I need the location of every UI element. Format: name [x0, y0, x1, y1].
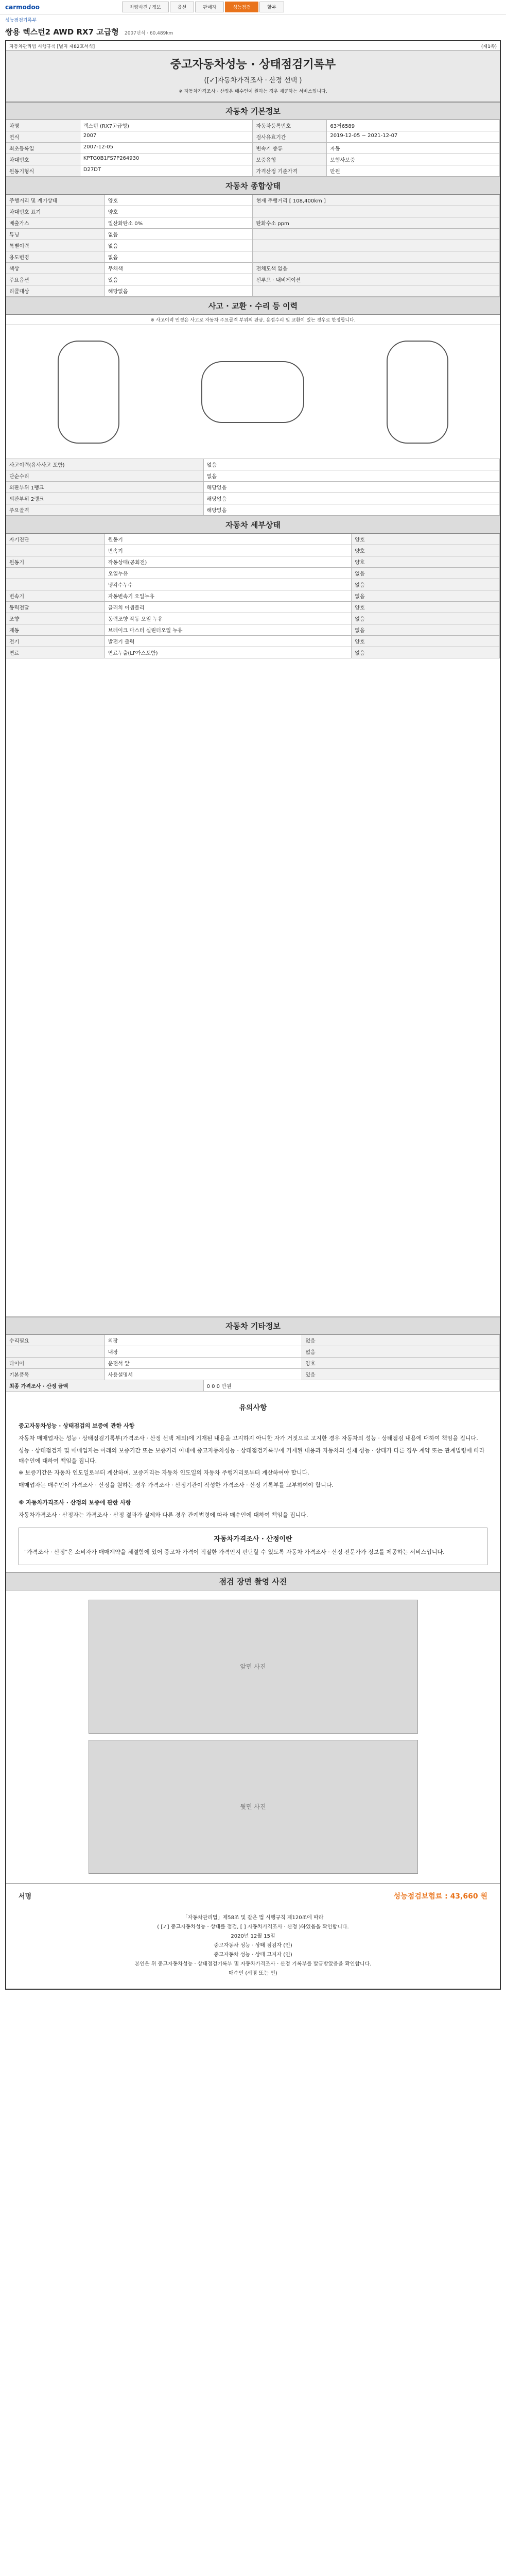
section-etc: 자동차 기타정보 [6, 1317, 500, 1335]
basic-cell: 자동차등록번호 [253, 120, 327, 131]
etc-row [6, 1358, 500, 1369]
accident-cell: 없음 [204, 470, 500, 481]
detail-cell: 자기진단 [6, 534, 105, 545]
doc-title-block [6, 50, 500, 102]
etc-row [6, 1335, 500, 1346]
basic-row [6, 131, 500, 143]
detail-cell: 원동기 [105, 534, 352, 545]
overall-row [6, 285, 500, 297]
section-photos: 점검 장면 촬영 사진 [6, 1572, 500, 1590]
overall-cell: 전체도색 없음 [253, 263, 500, 274]
overall-row [6, 240, 500, 251]
basic-row [6, 143, 500, 154]
footer-line: 「자동차관리법」제58조 및 같은 법 시행규칙 제120조에 따라 [182, 1914, 324, 1921]
basic-row [6, 165, 500, 177]
overall-status-table [6, 195, 500, 297]
accident-cell: 해당없음 [204, 504, 500, 515]
insurance-fee-value: 43,660 원 [450, 1892, 487, 1901]
etc-cell: 내장 [105, 1346, 303, 1357]
overall-row [6, 251, 500, 263]
overall-cell: 있음 [105, 274, 253, 285]
rear-photo: 뒷면 사진 [89, 1740, 418, 1874]
accident-cell: 단순수리 [6, 470, 204, 481]
basic-cell: 자동 [327, 143, 500, 154]
overall-cell: 해당없음 [105, 285, 253, 296]
detail-cell: 작동상태(공회전) [105, 556, 352, 567]
detail-status-area [6, 534, 500, 1317]
caution-item: 성능 · 상태점검자 및 매매업자는 아래의 보증기간 또는 보증거리 이내에 중고자동차성능 · 상태점검기록부에 기재된 내용과 자동차의 실제 성능 · 상태가 다른 경우 계약 또는 관계법령에 따라 매수인에 대하여 책임을 집니다. [19, 1447, 485, 1464]
footer-line: 2020년 12월 15일 [231, 1933, 275, 1939]
detail-row [6, 568, 500, 579]
overall-cell: 없음 [105, 229, 253, 240]
car-right-view [387, 341, 448, 444]
section-overall: 자동차 종합상태 [6, 177, 500, 195]
caution-item: 중고자동차성능 · 상태점검의 보증에 관한 사항 [19, 1422, 135, 1430]
caution-box-text: "가격조사 · 산정"은 소비자가 매매계약을 체결함에 있어 중고차 가격이 적절한 가격인지 판단할 수 있도록 자동차 가격조사 · 산정 전문가가 정보를 제공하는 서비스입니다. [24, 1548, 445, 1555]
overall-cell: 주요옵션 [6, 274, 105, 285]
etc-row [6, 1346, 500, 1358]
detail-cell: 연료누출(LP가스포함) [105, 647, 352, 658]
overall-cell: 없음 [105, 251, 253, 262]
footer-line: 중고자동차 성능 · 상태 고지자 (인) [214, 1952, 292, 1958]
basic-cell: 차명 [6, 120, 80, 131]
photo-area [6, 1590, 500, 1883]
overall-cell: 주행거리 및 계기상태 [6, 195, 105, 206]
basic-cell: 렉스턴 (RX7고급형) [80, 120, 253, 131]
caution-item: 매매업자는 매수인이 가격조사 · 산정을 원하는 경우 가격조사 · 산정기관이 작성한 가격조사 · 산정 기록부를 교부하여야 합니다. [19, 1482, 334, 1489]
car-top-view [201, 361, 304, 423]
doc-footer [6, 1908, 500, 1989]
overall-cell: 일산화탄소 0% [105, 217, 253, 228]
detail-row [6, 590, 500, 602]
basic-cell: 보증유형 [253, 154, 327, 165]
price-label: 최종 가격조사 · 산정 금액 [6, 1380, 204, 1391]
breadcrumb[interactable]: 성능점검기록부 [5, 18, 37, 23]
basic-cell: 2007 [80, 131, 253, 142]
detail-cell: 없음 [352, 624, 500, 635]
nav-tabs [122, 2, 285, 12]
basic-cell: 연식 [6, 131, 80, 142]
etc-cell: 있음 [302, 1369, 500, 1380]
page-title-sub: 2007년식 · 60,489km [124, 31, 173, 36]
etc-table [6, 1335, 500, 1380]
etc-cell: 없음 [302, 1346, 500, 1357]
detail-row [6, 534, 500, 545]
overall-row [6, 217, 500, 229]
accident-note: ※ 사고이력 인정은 사고로 자동차 주요골격 부위의 판금, 용접수리 및 교환이 있는 경우로 한정합니다. [6, 315, 500, 325]
footer-line: 본인은 위 중고자동차성능 · 상태점검기록부 및 자동차가격조사 · 산정 기록부를 발급받았음을 확인합니다. [134, 1961, 372, 1967]
detail-cell: 냉각수누수 [105, 579, 352, 590]
caution-sub-text: 자동차가격조사 · 산정자는 가격조사 · 산정 결과가 실제와 다른 경우 관계법령에 따라 매수인에 대하여 책임을 집니다. [19, 1511, 308, 1518]
detail-cell: 조향 [6, 613, 105, 624]
accident-cell: 해당없음 [204, 493, 500, 504]
detail-cell: 없음 [352, 568, 500, 579]
detail-cell: 오일누유 [105, 568, 352, 579]
basic-cell: 원동기형식 [6, 165, 80, 176]
overall-cell [253, 229, 500, 240]
section-detail: 자동차 세부상태 [6, 516, 500, 534]
basic-cell: KPTG0B1FS7P264930 [80, 154, 253, 165]
accident-row [6, 493, 500, 504]
detail-cell: 양호 [352, 636, 500, 647]
front-photo: 앞면 사진 [89, 1600, 418, 1734]
insurance-fee [394, 1891, 487, 1901]
overall-cell: 용도변경 [6, 251, 105, 262]
detail-row [6, 579, 500, 590]
detail-table [6, 534, 500, 658]
detail-cell: 양호 [352, 556, 500, 567]
detail-cell: 동력전달 [6, 602, 105, 613]
detail-cell: 변속기 [6, 590, 105, 601]
caution-box-title: 자동차가격조사 · 산정이란 [214, 1535, 292, 1543]
detail-cell: 양호 [352, 534, 500, 545]
caution-box [19, 1528, 487, 1565]
section-basic: 자동차 기본정보 [6, 102, 500, 120]
etc-cell: 수리필요 [6, 1335, 105, 1346]
detail-row [6, 647, 500, 658]
detail-cell: 없음 [352, 590, 500, 601]
signature-row [6, 1883, 500, 1908]
basic-cell: D27DT [80, 165, 253, 176]
etc-cell: 타이어 [6, 1358, 105, 1368]
basic-row [6, 120, 500, 131]
detail-cell [6, 568, 105, 579]
overall-cell: 선루프 · 내비게이션 [253, 274, 500, 285]
detail-cell: 제동 [6, 624, 105, 635]
overall-cell: 리콜대상 [6, 285, 105, 296]
accident-cell: 없음 [204, 459, 500, 470]
overall-cell: 튜닝 [6, 229, 105, 240]
page-title [0, 25, 506, 40]
overall-cell [253, 206, 500, 217]
basic-cell: 차대번호 [6, 154, 80, 165]
detail-cell: 전기 [6, 636, 105, 647]
doc-header [6, 41, 500, 50]
accident-row [6, 504, 500, 516]
caution-section [6, 1392, 500, 1572]
price-value: 0 0 0 만원 [204, 1380, 500, 1391]
etc-cell: 사용설명서 [105, 1369, 303, 1380]
overall-row [6, 274, 500, 285]
footer-line: ( [✓] 중고자동차성능 · 상태를 점검, [ ] 자동차가격조사 · 산정 )하였음을 확인합니다. [157, 1924, 349, 1930]
section-accident: 사고 · 교환 · 수리 등 이력 [6, 297, 500, 315]
overall-cell: 색상 [6, 263, 105, 274]
detail-cell: 연료 [6, 647, 105, 658]
overall-row [6, 206, 500, 217]
tab-car-info[interactable]: 차량사진 / 정보 [122, 2, 169, 12]
detail-cell: 클러치 어셈블리 [105, 602, 352, 613]
detail-row [6, 545, 500, 556]
accident-table [6, 459, 500, 516]
tab-inspection[interactable]: 성능점검 [225, 2, 258, 12]
caution-item: ※ 보증기간은 자동차 인도일로부터 계산하며, 보증거리는 자동차 인도일의 자동차 주행거리로부터 계산하여야 합니다. [19, 1469, 309, 1477]
etc-cell: 기본품목 [6, 1369, 105, 1380]
overall-cell: 무채색 [105, 263, 253, 274]
tab-options[interactable]: 옵션 [170, 2, 194, 12]
tab-seller[interactable]: 판매자 [195, 2, 224, 12]
overall-cell: 양호 [105, 206, 253, 217]
car-diagram-area [6, 325, 500, 459]
price-row [6, 1380, 500, 1392]
overall-cell: 차대번호 표기 [6, 206, 105, 217]
etc-cell: 양호 [302, 1358, 500, 1368]
overall-row [6, 263, 500, 274]
detail-row [6, 556, 500, 568]
accident-cell: 사고이력(유사사고 포함) [6, 459, 204, 470]
basic-row [6, 154, 500, 165]
detail-cell: 양호 [352, 545, 500, 556]
detail-cell [6, 579, 105, 590]
overall-cell: 없음 [105, 240, 253, 251]
overall-row [6, 195, 500, 206]
basic-cell: 변속기 종류 [253, 143, 327, 154]
detail-row [6, 636, 500, 647]
car-left-view [58, 341, 119, 444]
etc-cell: 없음 [302, 1335, 500, 1346]
accident-cell: 주요골격 [6, 504, 204, 515]
page-title-main: 쌍용 렉스턴2 AWD RX7 고급형 [5, 27, 119, 37]
detail-cell [6, 545, 105, 556]
basic-cell: 63거6589 [327, 120, 500, 131]
etc-cell [6, 1346, 105, 1357]
basic-cell: 2007-12-05 [80, 143, 253, 154]
basic-cell: 최초등록일 [6, 143, 80, 154]
accident-cell: 해당없음 [204, 482, 500, 493]
caution-sub-title: ※ 자동차가격조사 · 산정의 보증에 관한 사항 [19, 1499, 131, 1506]
top-navigation [0, 0, 506, 14]
detail-row [6, 613, 500, 624]
doc-header-left: 자동차관리법 시행규칙 [별지 제82호서식] [9, 44, 95, 49]
basic-cell: 보험사보증 [327, 154, 500, 165]
detail-cell: 발전기 출력 [105, 636, 352, 647]
caution-title: 유의사항 [239, 1404, 267, 1412]
basic-info-table [6, 120, 500, 177]
basic-cell: 가격산정 기준가격 [253, 165, 327, 176]
overall-cell: 탄화수소 ppm [253, 217, 500, 228]
caution-item: 자동차 매매업자는 성능 · 상태점검기록부(가격조사 · 산정 선택 제외)에 기재된 내용을 고지하지 아니한 자가 거짓으로 고지한 경우 자동차의 성능 · 상태점검 내용에 대하여 책임을 집니다. [19, 1434, 478, 1442]
sign-label: 서명 [19, 1893, 32, 1901]
overall-cell: 배출가스 [6, 217, 105, 228]
detail-cell: 없음 [352, 579, 500, 590]
doc-heading-note: ※ 자동차가격조사 · 산정은 매수인이 원하는 경우 제공하는 서비스입니다. [179, 89, 327, 94]
basic-cell: 만원 [327, 165, 500, 176]
detail-cell: 양호 [352, 602, 500, 613]
accident-row [6, 482, 500, 493]
overall-cell [253, 285, 500, 296]
overall-cell [253, 251, 500, 262]
accident-cell: 외판부위 1랭크 [6, 482, 204, 493]
overall-cell [253, 240, 500, 251]
caution-list [19, 1421, 487, 1490]
accident-row [6, 459, 500, 470]
logo[interactable]: carmodoo [5, 3, 40, 11]
detail-cell: 변속기 [105, 545, 352, 556]
car-diagram [6, 330, 500, 454]
detail-cell: 없음 [352, 613, 500, 624]
etc-row [6, 1369, 500, 1380]
tab-installment[interactable]: 할부 [259, 2, 284, 12]
detail-row [6, 602, 500, 613]
footer-line: 매수인 (서명 또는 인) [229, 1970, 277, 1976]
inspection-document [5, 40, 501, 1990]
doc-heading-sub: ([✓]자동차가격조사 · 산정 선택 ) [204, 77, 302, 84]
detail-row [6, 624, 500, 636]
overall-cell: 현재 주행거리 [ 108,400km ] [253, 195, 500, 206]
etc-cell: 외장 [105, 1335, 303, 1346]
overall-row [6, 229, 500, 240]
accident-cell: 외판부위 2랭크 [6, 493, 204, 504]
accident-row [6, 470, 500, 482]
detail-cell: 없음 [352, 647, 500, 658]
footer-line: 중고자동차 성능 · 상태 점검자 (인) [214, 1942, 292, 1948]
overall-cell: 특별이력 [6, 240, 105, 251]
detail-cell: 동력조향 작동 오일 누유 [105, 613, 352, 624]
doc-heading: 중고자동차성능 · 상태점검기록부 [170, 58, 336, 71]
detail-cell: 자동변속기 오일누유 [105, 590, 352, 601]
detail-cell: 원동기 [6, 556, 105, 567]
basic-cell: 검사유효기간 [253, 131, 327, 142]
insurance-fee-label: 성능점검보험료 : [393, 1892, 448, 1901]
detail-cell: 브레이크 마스터 실린더오일 누유 [105, 624, 352, 635]
doc-header-right: (제1쪽) [481, 44, 497, 49]
overall-cell: 양호 [105, 195, 253, 206]
basic-cell: 2019-12-05 ~ 2021-12-07 [327, 131, 500, 142]
etc-cell: 운전석 앞 [105, 1358, 303, 1368]
